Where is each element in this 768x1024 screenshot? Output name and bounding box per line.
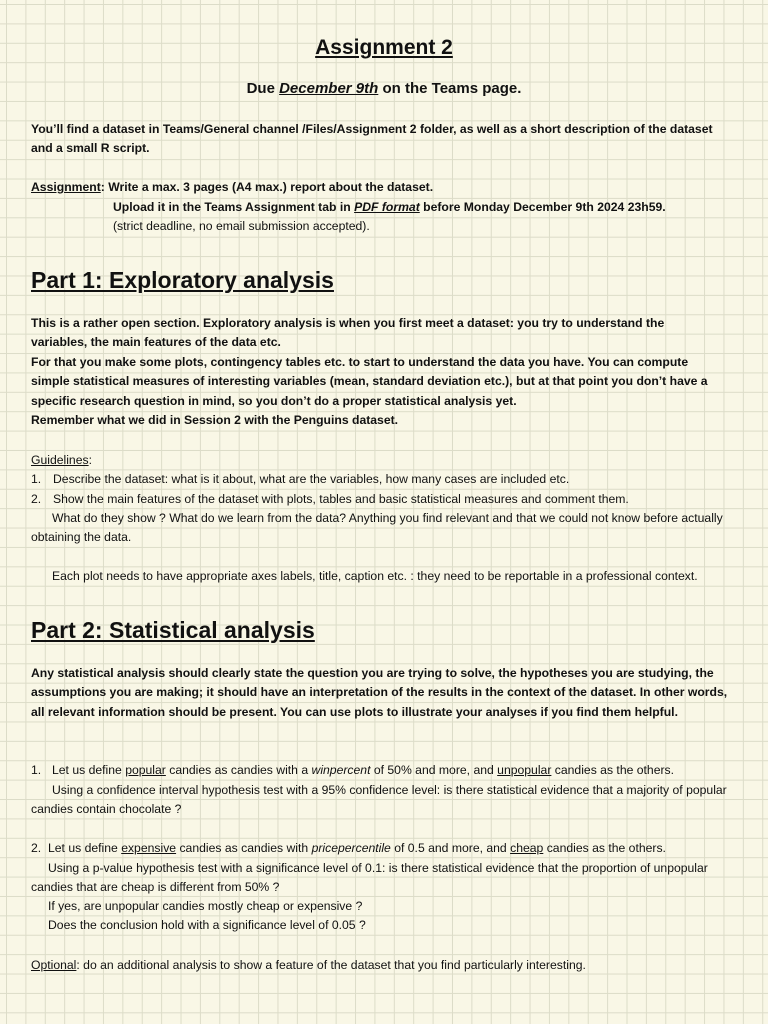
q1-winpercent: winpercent [311, 763, 371, 777]
assignment-line1: : Write a max. 3 pages (A4 max.) report about the dataset. [100, 180, 434, 194]
part1-paragraph [31, 314, 721, 430]
question-2 [31, 839, 737, 858]
part2-heading: Part 2: Statistical analysis [31, 617, 315, 643]
q1-text-1: Let us define [52, 763, 126, 777]
part1-para3: Remember what we did in Session 2 with the Penguins dataset. [31, 413, 399, 428]
q2-number: 2. [31, 841, 42, 855]
due-date: December 9th [279, 80, 379, 97]
optional-line [31, 956, 731, 975]
part1-heading: Part 1: Exploratory analysis [31, 267, 334, 293]
part1-para1: This is a rather open section. Exploratory analysis is when you first meet a dataset: you try to understand the variables, the main features of the data etc. [31, 316, 665, 350]
part2-paragraph: Any statistical analysis should clearly state the question you are trying to solve, the hypotheses you are studying, the assumptions you are making; it should have an interpretation of the results in the context of the dataset. In other words, all relevant information should be present. You can use plots to illustrate your analyses if you find them helpful. [31, 666, 728, 719]
q1-text-2: candies as candies with a [165, 763, 312, 777]
optional-label: Optional [31, 958, 77, 972]
guideline-item-1 [31, 470, 731, 489]
due-line [31, 80, 737, 97]
question-1 [31, 761, 731, 780]
q1-text-3: of 50% and more, and [370, 763, 498, 777]
q2-text-1: Let us define [48, 841, 122, 855]
upload-prefix: Upload it in the Teams Assignment tab in [113, 200, 355, 214]
guideline-item-2 [31, 490, 731, 509]
item-number: 1. [31, 472, 42, 486]
part1-para2: For that you make some plots, contingency tables etc. to start to understand the data you have. You can compute simple statistical measures of interesting variables (mean, standard deviation etc.), but at that point you don’t have a specific research question in mind, so you don’t do a proper statistical analysis yet. [31, 354, 708, 408]
q1-popular: popular [125, 763, 166, 777]
guidelines-heading [31, 451, 92, 470]
guidelines-colon: : [88, 453, 92, 467]
q1-number: 1. [31, 763, 42, 777]
question-2-line-3: If yes, are unpopular candies mostly cheap or expensive ? [48, 899, 363, 913]
assignment-label: Assignment [31, 180, 101, 194]
optional-text: : do an additional analysis to show a feature of the dataset that you find particularly interesting. [76, 958, 586, 972]
q2-text-2: candies as candies with [176, 841, 312, 855]
q2-pricepercentile: pricepercentile [311, 841, 391, 855]
guideline-item-2-continued: What do they show ? What do we learn from the data? Anything you find relevant and that we could not know before actually obtaining the data. [31, 511, 723, 545]
plot-requirements-note: Each plot needs to have appropriate axes labels, title, caption etc. : they need to be reportable in a professional context. [52, 569, 698, 583]
q2-text-4: candies as the others. [543, 841, 666, 855]
item-text: Show the main features of the dataset with plots, tables and basic statistical measures and comment them. [53, 492, 629, 506]
assignment-upload-line [113, 198, 666, 217]
q1-unpopular: unpopular [497, 763, 552, 777]
question-1-continued: Using a confidence interval hypothesis test with a 95% confidence level: is there statistical evidence that a majority of popular candies contain chocolate ? [31, 783, 727, 817]
q1-text-4: candies as the others. [551, 763, 675, 777]
pdf-format-text: PDF format [354, 200, 420, 214]
question-2-line-4: Does the conclusion hold with a significance level of 0.05 ? [48, 918, 366, 932]
assignment-line [31, 178, 433, 197]
page-title: Assignment 2 [315, 36, 453, 59]
due-suffix: on the Teams page. [378, 80, 522, 97]
q2-cheap: cheap [510, 841, 544, 855]
due-prefix: Due [246, 80, 280, 97]
intro-paragraph: You’ll find a dataset in Teams/General channel /Files/Assignment 2 folder, as well as a short description of the dataset and a small R script. [31, 122, 713, 156]
upload-suffix: before Monday December 9th 2024 23h59. [419, 200, 666, 214]
item-number: 2. [31, 492, 42, 506]
question-2-continued: Using a p-value hypothesis test with a significance level of 0.1: is there statistical evidence that the proportion of unpopular candies that are cheap is different from 50% ? [31, 861, 708, 895]
q2-text-3: of 0.5 and more, and [390, 841, 511, 855]
q2-expensive: expensive [121, 841, 177, 855]
guidelines-label: Guidelines [31, 453, 89, 467]
item-text: Describe the dataset: what is it about, what are the variables, how many cases are included etc. [53, 472, 570, 486]
deadline-note: (strict deadline, no email submission accepted). [113, 219, 370, 233]
